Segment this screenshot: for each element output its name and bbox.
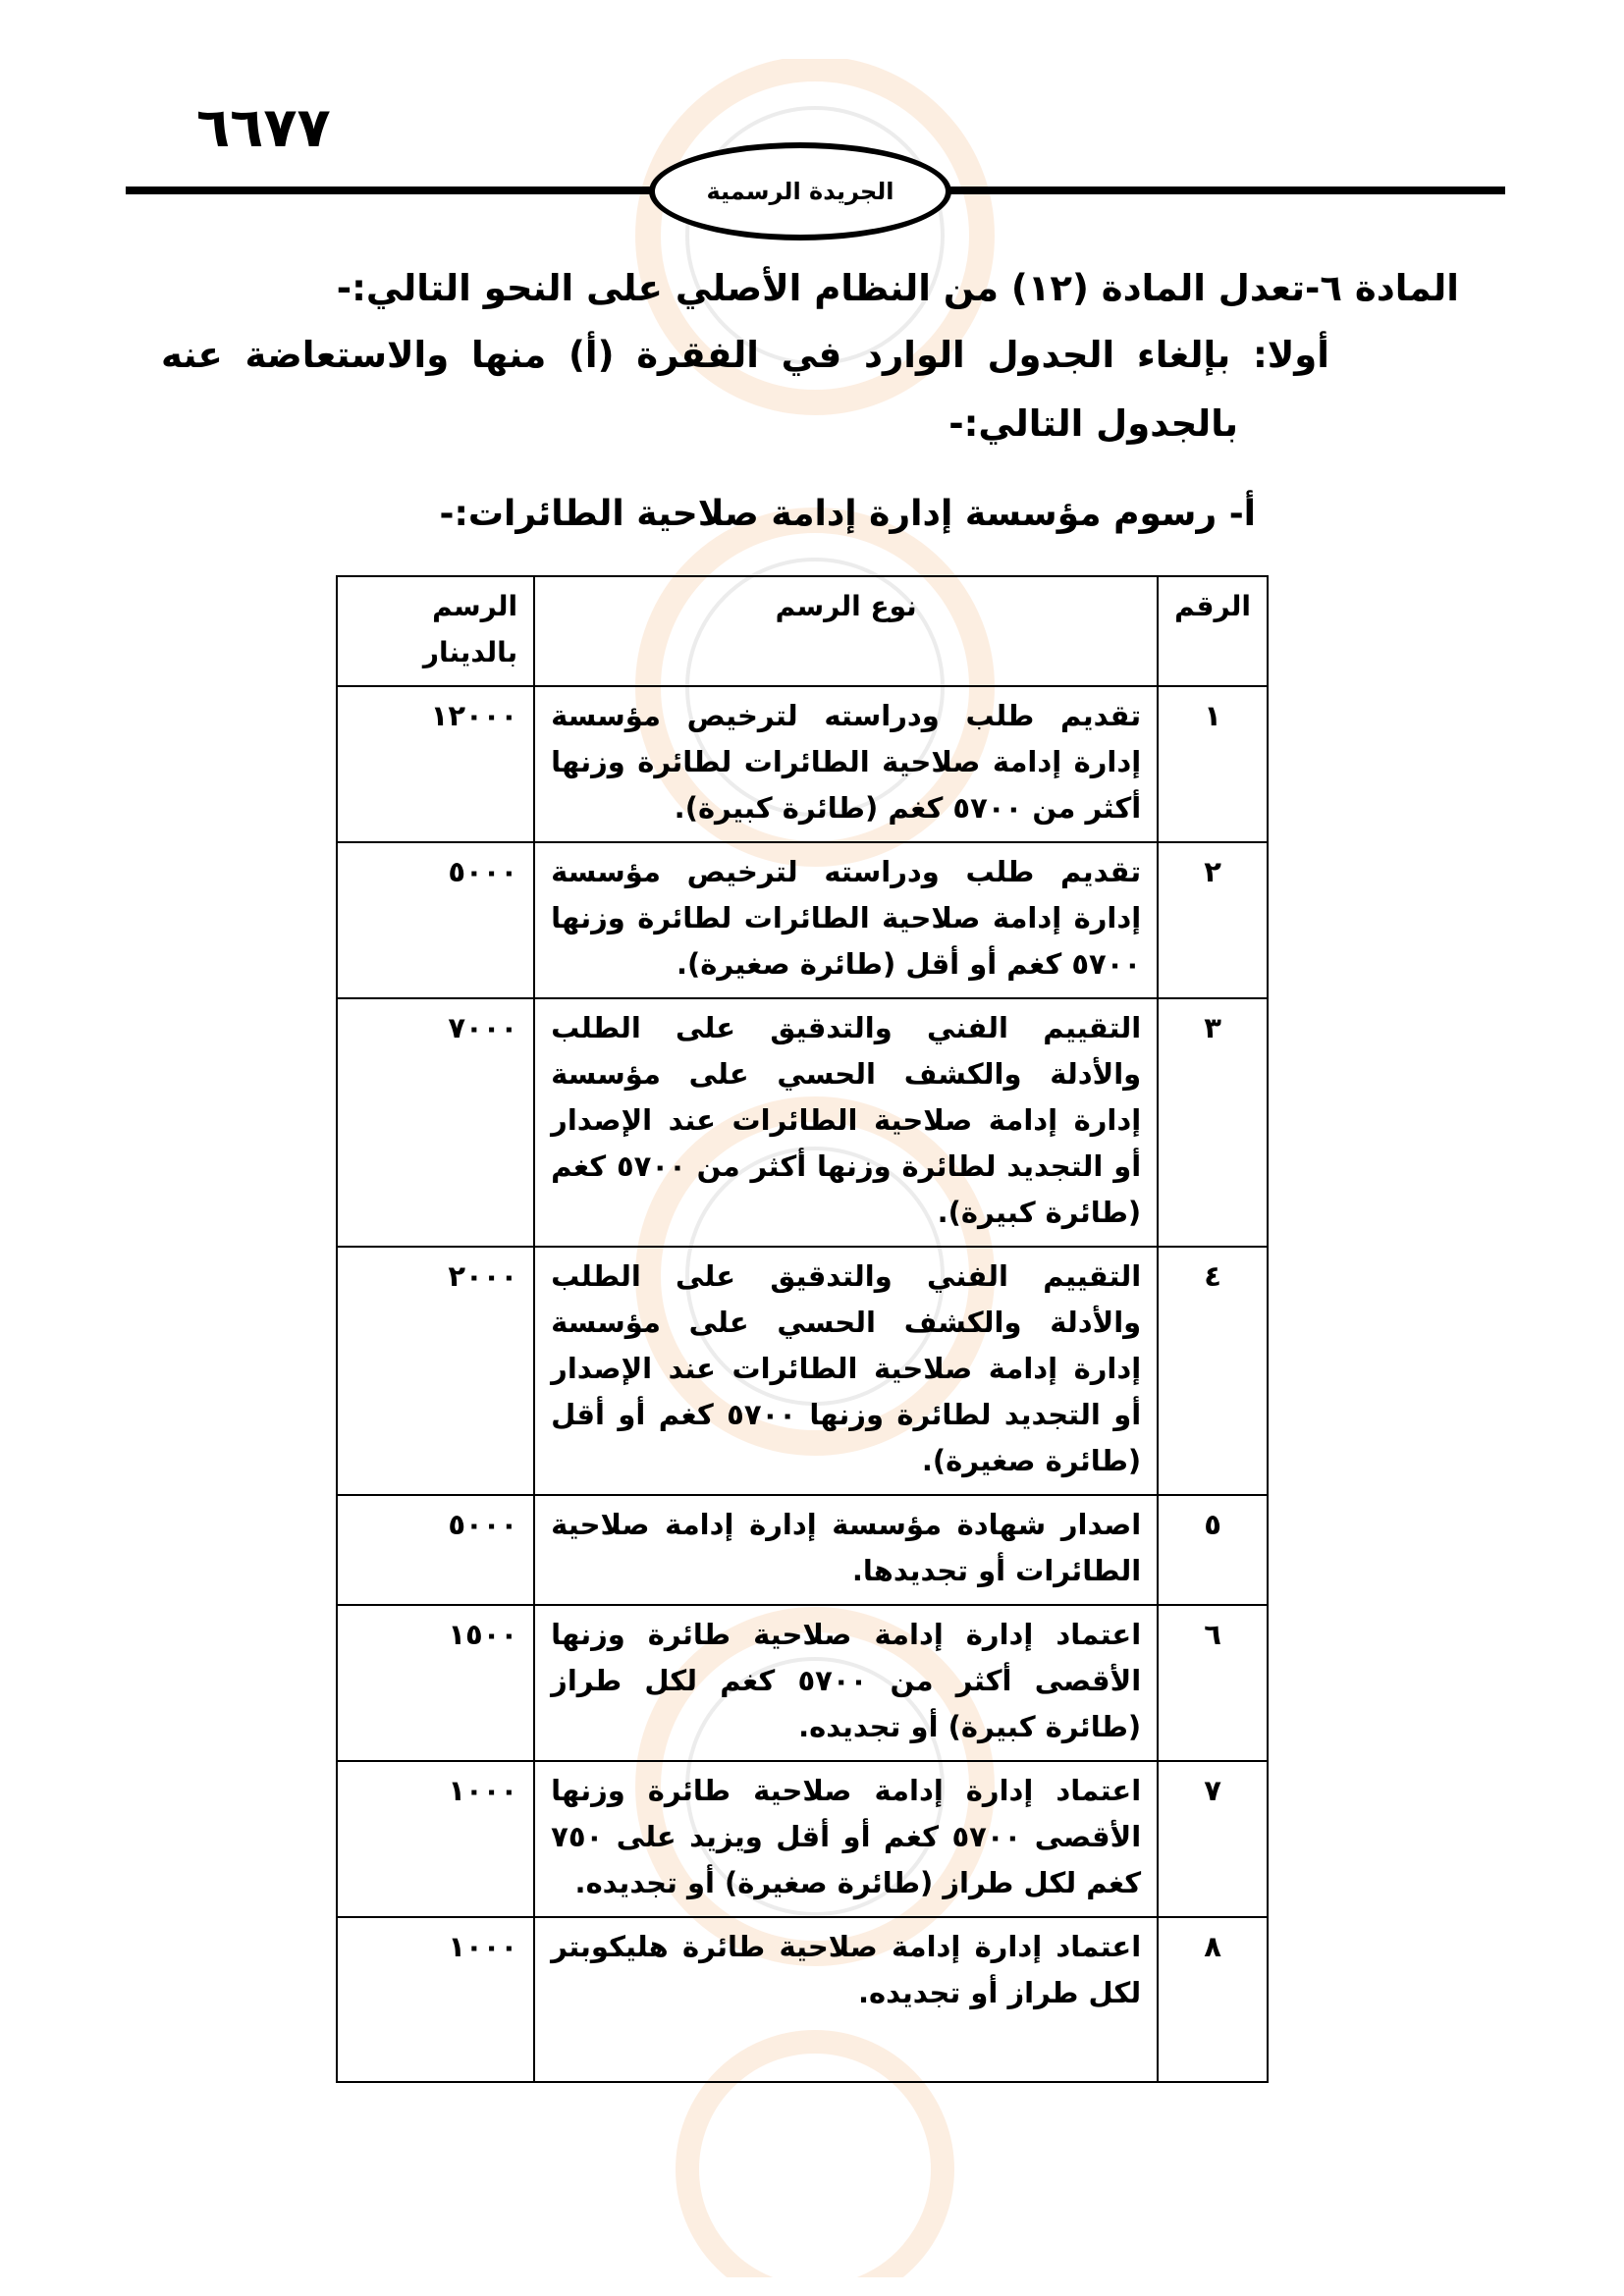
row-number: ١: [1158, 686, 1268, 842]
row-number: ٧: [1158, 1761, 1268, 1917]
table-header-row: [337, 576, 1268, 686]
row-fee-type: التقييم الفني والتدقيق على الطلب والأدلة والكشف الحسي على مؤسسة إدارة إدامة صلاحية الطائرات عند الإصدار أو التجديد لطائرة وزنها ٥٧٠٠ كغم أو أقل (طائرة صغيرة).: [534, 1247, 1158, 1495]
header-fee-type: نوع الرسم: [534, 576, 1158, 686]
row-number: ٨: [1158, 1917, 1268, 2082]
page-number: ٦٦٧٧: [196, 96, 331, 160]
row-number: ٦: [1158, 1605, 1268, 1761]
row-fee-amount: ١٠٠٠: [337, 1917, 534, 2082]
header-number: الرقم: [1158, 576, 1268, 686]
row-fee-type: اعتماد إدارة إدامة صلاحية طائرة وزنها الأقصى أكثر من ٥٧٠٠ كغم لكل طراز (طائرة كبيرة) أو تجديده.: [534, 1605, 1158, 1761]
row-fee-amount: ٧٠٠٠: [337, 998, 534, 1247]
row-fee-type: تقديم طلب ودراسته لترخيص مؤسسة إدارة إدامة صلاحية الطائرات لطائرة وزنها ٥٧٠٠ كغم أو أقل (طائرة صغيرة).: [534, 842, 1158, 998]
row-fee-type: اعتماد إدارة إدامة صلاحية طائرة وزنها الأقصى ٥٧٠٠ كغم أو أقل ويزيد على ٧٥٠ كغم لكل طراز (طائرة صغيرة) أو تجديده.: [534, 1761, 1158, 1917]
table-row: [337, 1605, 1268, 1761]
row-fee-amount: ١٥٠٠: [337, 1605, 534, 1761]
row-fee-amount: ١٢٠٠٠: [337, 686, 534, 842]
gazette-header-oval: [649, 142, 951, 240]
table-row: [337, 686, 1268, 842]
row-fee-type: اصدار شهادة مؤسسة إدارة إدامة صلاحية الطائرات أو تجديدها.: [534, 1495, 1158, 1605]
row-number: ٢: [1158, 842, 1268, 998]
row-number: ٤: [1158, 1247, 1268, 1495]
row-fee-type: اعتماد إدارة إدامة صلاحية طائرة هليكوبتر لكل طراز أو تجديده.: [534, 1917, 1158, 2082]
header-fee-amount: الرسم بالدينار: [337, 576, 534, 686]
clause-first-line: أولا: بإلغاء الجدول الوارد في الفقرة (أ) منها والاستعاضة عنه: [161, 334, 1329, 376]
row-fee-amount: ٥٠٠٠: [337, 1495, 534, 1605]
table-row: [337, 1247, 1268, 1495]
row-fee-type: تقديم طلب ودراسته لترخيص مؤسسة إدارة إدامة صلاحية الطائرات لطائرة وزنها أكثر من ٥٧٠٠ كغم (طائرة كبيرة).: [534, 686, 1158, 842]
table-row: [337, 1495, 1268, 1605]
fees-table: [336, 575, 1269, 2083]
row-fee-amount: ٥٠٠٠: [337, 842, 534, 998]
row-fee-amount: ١٠٠٠: [337, 1761, 534, 1917]
table-row: [337, 1761, 1268, 1917]
table-caption: أ- رسوم مؤسسة إدارة إدامة صلاحية الطائرات:-: [439, 494, 1256, 534]
clause-first-line-continued: بالجدول التالي:-: [948, 402, 1238, 445]
row-number: ٥: [1158, 1495, 1268, 1605]
row-fee-type: التقييم الفني والتدقيق على الطلب والأدلة والكشف الحسي على مؤسسة إدارة إدامة صلاحية الطائرات عند الإصدار أو التجديد لطائرة وزنها أكثر من ٥٧٠٠ كغم (طائرة كبيرة).: [534, 998, 1158, 1247]
row-number: ٣: [1158, 998, 1268, 1247]
table-row: [337, 842, 1268, 998]
article-heading: المادة ٦-تعدل المادة (١٢) من النظام الأصلي على النحو التالي:-: [336, 267, 1459, 309]
row-fee-amount: ٢٠٠٠: [337, 1247, 534, 1495]
table-row: [337, 998, 1268, 1247]
table-row: [337, 1917, 1268, 2082]
gazette-title: الجريدة الرسمية: [706, 178, 894, 205]
